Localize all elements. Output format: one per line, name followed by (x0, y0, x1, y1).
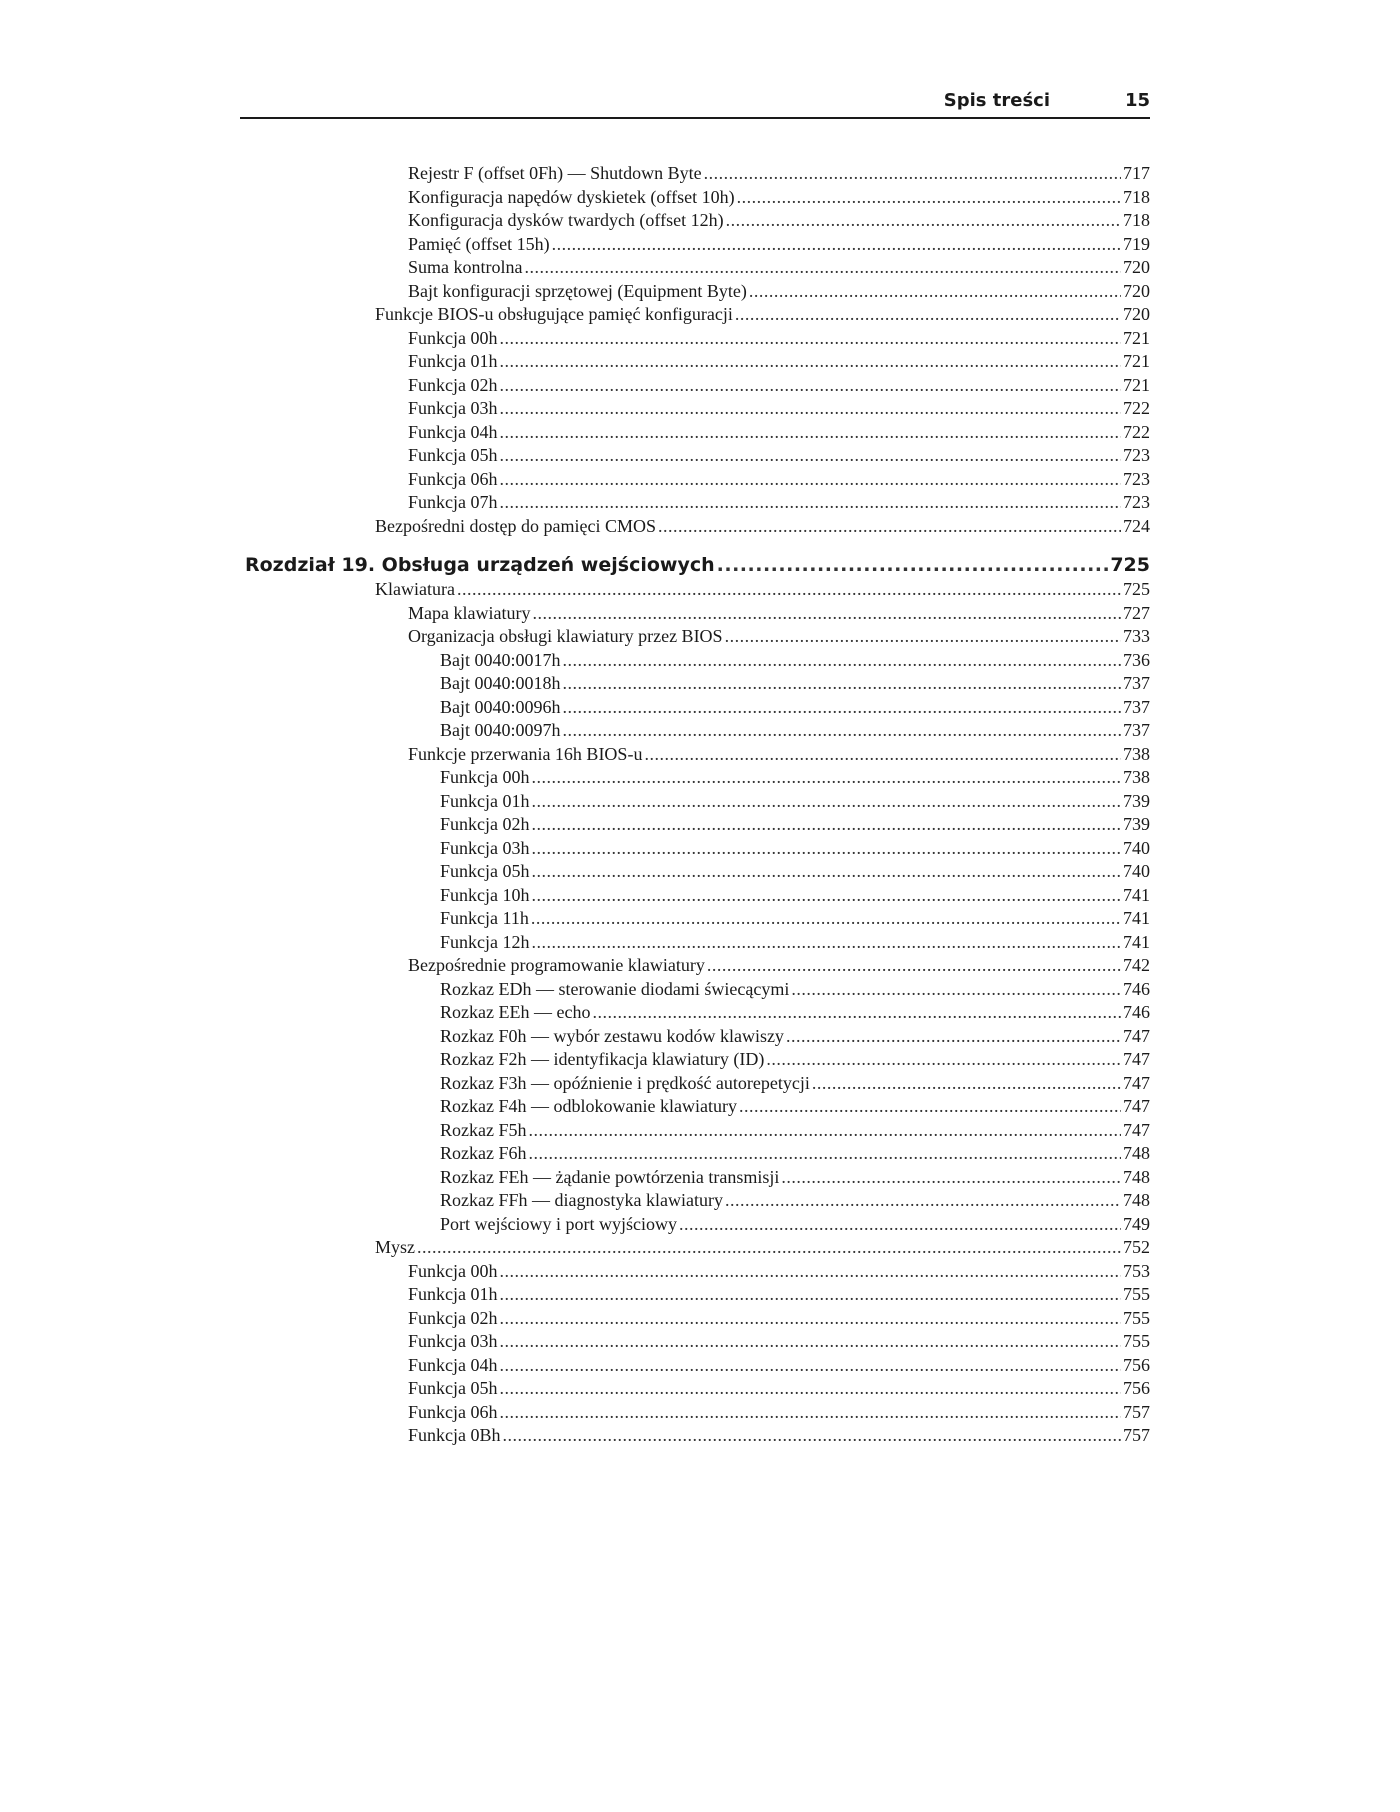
toc-entry-page: 746 (1123, 1002, 1150, 1022)
dot-leader (532, 813, 1122, 837)
toc-entry-title: Funkcja 03h (440, 837, 530, 858)
toc-entry-title: Bezpośrednie programowanie klawiatury (408, 955, 705, 975)
toc-entry-page: 755 (1123, 1307, 1150, 1328)
toc-entry (240, 374, 1150, 398)
dot-leader (500, 1354, 1122, 1378)
dot-leader (528, 1142, 1121, 1166)
toc-entry-title: Rozkaz F4h — odblokowanie klawiatury (440, 1096, 737, 1116)
toc-entry (240, 1025, 1150, 1049)
toc-entry (240, 397, 1150, 421)
toc-entry (240, 209, 1150, 233)
toc-entry-title: Mysz (375, 1237, 415, 1257)
dot-leader (592, 1001, 1121, 1025)
toc-entry-title: Rozkaz F6h (440, 1143, 527, 1163)
toc-entry-title: Funkcja 02h (408, 374, 498, 395)
toc-entry (240, 790, 1150, 814)
toc-entry-page: 747 (1123, 1096, 1150, 1116)
toc-entry (240, 421, 1150, 445)
dot-leader (500, 491, 1122, 515)
toc-entry (240, 1330, 1150, 1354)
dot-leader (749, 280, 1121, 304)
toc-entry-page: 740 (1123, 837, 1150, 858)
dot-leader (500, 444, 1122, 468)
toc-entry (240, 327, 1150, 351)
dot-leader (563, 719, 1122, 743)
dot-leader (725, 625, 1121, 649)
dot-leader (528, 1119, 1121, 1143)
toc-entry (240, 303, 1150, 327)
dot-leader (552, 233, 1121, 257)
toc-entry-title: Funkcja 05h (408, 445, 498, 465)
dot-leader (500, 1283, 1122, 1307)
toc-entry-page: 720 (1123, 257, 1150, 277)
toc-entry-title: Funkcja 11h (440, 908, 529, 928)
dot-leader (500, 421, 1122, 445)
toc-entry-page: 737 (1123, 673, 1150, 693)
toc-entry (240, 256, 1150, 280)
toc-entry-title: Funkcja 00h (408, 1260, 498, 1281)
dot-leader (766, 1048, 1121, 1072)
toc-entry-page: 738 (1123, 743, 1150, 764)
toc-entry-title: Funkcja 00h (440, 767, 530, 787)
toc-entry-title: Funkcja 03h (408, 398, 498, 418)
dot-leader (658, 515, 1121, 539)
toc-entry-page: 749 (1123, 1213, 1150, 1234)
toc-entry (240, 1401, 1150, 1425)
dot-leader (725, 1189, 1121, 1213)
toc-entry (240, 813, 1150, 837)
toc-entry-title: Funkcja 02h (440, 814, 530, 834)
toc-entry-page: 719 (1123, 233, 1150, 254)
dot-leader (532, 602, 1121, 626)
toc-entry (240, 907, 1150, 931)
toc-entry-page: 748 (1123, 1190, 1150, 1210)
toc-entry (240, 233, 1150, 257)
toc-entry-page: 717 (1123, 163, 1150, 183)
dot-leader (644, 743, 1121, 767)
toc-entry-title: Funkcja 04h (408, 421, 498, 442)
toc-entry (240, 1260, 1150, 1284)
toc-entry-title: Rozkaz EEh — echo (440, 1002, 591, 1022)
toc-entry-page: 723 (1123, 492, 1150, 512)
dot-leader (417, 1236, 1121, 1260)
dot-leader (726, 209, 1121, 233)
toc-entry-page: 733 (1123, 626, 1150, 646)
toc-entry-page: 737 (1123, 720, 1150, 740)
toc-entry-title: Suma kontrolna (408, 257, 523, 277)
toc-entry-page: 753 (1123, 1260, 1150, 1281)
toc-entry-title: Rozkaz F5h (440, 1119, 527, 1140)
toc-entry-title: Rozkaz F3h — opóźnienie i prędkość autorepetycji (440, 1072, 810, 1093)
running-header (240, 86, 1150, 116)
dot-leader (563, 672, 1122, 696)
toc-entry-title: Funkcja 06h (408, 1401, 498, 1422)
running-header-title: Spis treści (943, 90, 1050, 111)
dot-leader (457, 578, 1121, 602)
toc-entry (240, 884, 1150, 908)
toc-entry (240, 1424, 1150, 1448)
toc-entry-title: Bajt 0040:0017h (440, 649, 561, 670)
toc-entry-page: 720 (1123, 280, 1150, 301)
toc-entry-page: 747 (1123, 1072, 1150, 1093)
dot-leader (717, 552, 1109, 578)
toc-entry-page: 741 (1123, 931, 1150, 952)
toc-entry-title: Funkcja 03h (408, 1331, 498, 1351)
toc-entry-page: 724 (1123, 515, 1150, 536)
toc-entry-page: 748 (1123, 1143, 1150, 1163)
toc-entry-page: 747 (1123, 1119, 1150, 1140)
toc-entry-page: 739 (1123, 814, 1150, 834)
toc-entry-page: 718 (1123, 210, 1150, 230)
toc-entry-title: Port wejściowy i port wyjściowy (440, 1213, 677, 1234)
toc-entry-page: 756 (1123, 1378, 1150, 1398)
page-number: 15 (1124, 90, 1150, 111)
toc-entry (240, 468, 1150, 492)
dot-leader (737, 186, 1121, 210)
dot-leader (532, 766, 1122, 790)
toc-entry (240, 954, 1150, 978)
dot-leader (791, 978, 1121, 1002)
toc-entry (240, 696, 1150, 720)
toc-entry-page: 718 (1123, 186, 1150, 207)
toc-entry (240, 625, 1150, 649)
dot-leader (704, 162, 1121, 186)
toc-entry-title: Mapa klawiatury (408, 602, 531, 623)
dot-leader (531, 907, 1121, 931)
toc-entry-title: Rejestr F (offset 0Fh) — Shutdown Byte (408, 163, 702, 183)
toc-entry-page: 746 (1123, 978, 1150, 999)
toc-entry-page: 727 (1123, 602, 1150, 623)
toc-entry-title: Rozkaz FEh — żądanie powtórzenia transmisji (440, 1166, 780, 1187)
toc-entry (240, 186, 1150, 210)
toc-entry-page: 755 (1123, 1284, 1150, 1304)
toc-entry-page: 736 (1123, 649, 1150, 670)
toc-entry-page: 739 (1123, 790, 1150, 811)
toc-entry (240, 649, 1150, 673)
dot-leader (500, 1260, 1122, 1284)
toc-entry-title: Rozkaz F2h — identyfikacja klawiatury (ID) (440, 1049, 765, 1069)
toc-entry (240, 444, 1150, 468)
toc-entry-page: 721 (1123, 327, 1150, 348)
toc-entry-page: 757 (1123, 1425, 1150, 1445)
toc-entry (240, 1048, 1150, 1072)
toc-entry-page: 741 (1123, 884, 1150, 905)
toc-entry-title: Funkcja 06h (408, 468, 498, 489)
toc-entry-page: 725 (1123, 579, 1150, 599)
toc-entry-page: 720 (1123, 304, 1150, 324)
toc-entry (240, 1307, 1150, 1331)
toc-entry-page: 723 (1123, 468, 1150, 489)
toc-entry-page: 740 (1123, 861, 1150, 881)
toc-entry (240, 1001, 1150, 1025)
toc-entry-page: 755 (1123, 1331, 1150, 1351)
toc-entry (240, 1354, 1150, 1378)
dot-leader (500, 327, 1122, 351)
toc-entry-page: 748 (1123, 1166, 1150, 1187)
dot-leader (500, 1330, 1122, 1354)
toc-entry (240, 1142, 1150, 1166)
dot-leader (500, 1401, 1122, 1425)
toc-entry-title: Rozkaz EDh — sterowanie diodami świecącymi (440, 978, 790, 999)
dot-leader (500, 468, 1122, 492)
toc-entry (240, 350, 1150, 374)
toc-entry-title: Rozdział 19. Obsługa urządzeń wejściowych (245, 554, 715, 576)
toc-entry (240, 766, 1150, 790)
dot-leader (679, 1213, 1121, 1237)
toc-entry-title: Konfiguracja dysków twardych (offset 12h) (408, 210, 724, 230)
toc-entry-title: Klawiatura (375, 579, 455, 599)
dot-leader (525, 256, 1122, 280)
toc-entry (240, 280, 1150, 304)
dot-leader (500, 397, 1122, 421)
toc-entry (240, 515, 1150, 539)
toc-entry-page: 722 (1123, 421, 1150, 442)
table-of-contents (240, 162, 1150, 1448)
dot-leader (532, 931, 1122, 955)
toc-entry-page: 757 (1123, 1401, 1150, 1422)
toc-entry (240, 1119, 1150, 1143)
toc-entry-page: 752 (1123, 1237, 1150, 1257)
toc-entry-title: Funkcja 04h (408, 1354, 498, 1375)
toc-entry (240, 578, 1150, 602)
toc-entry (240, 491, 1150, 515)
toc-entry-title: Funkcja 05h (440, 861, 530, 881)
dot-leader (500, 350, 1122, 374)
toc-entry-page: 747 (1123, 1049, 1150, 1069)
toc-entry (240, 743, 1150, 767)
dot-leader (500, 374, 1122, 398)
toc-entry-title: Funkcja 02h (408, 1307, 498, 1328)
toc-entry-title: Funkcja 07h (408, 492, 498, 512)
toc-entry-page: 741 (1123, 908, 1150, 928)
toc-entry-title: Bajt 0040:0097h (440, 720, 561, 740)
toc-entry-title: Konfiguracja napędów dyskietek (offset 10h) (408, 186, 735, 207)
toc-entry-title: Funkcja 0Bh (408, 1425, 501, 1445)
toc-entry-title: Rozkaz FFh — diagnostyka klawiatury (440, 1190, 723, 1210)
toc-entry (240, 860, 1150, 884)
toc-entry-title: Funkcja 01h (440, 790, 530, 811)
toc-entry-title: Funkcja 12h (440, 931, 530, 952)
dot-leader (532, 790, 1122, 814)
toc-entry (240, 672, 1150, 696)
toc-entry (240, 1072, 1150, 1096)
toc-entry (240, 1377, 1150, 1401)
toc-entry-page: 722 (1123, 398, 1150, 418)
toc-entry-title: Funkcje BIOS-u obsługujące pamięć konfiguracji (375, 304, 733, 324)
dot-leader (563, 696, 1122, 720)
toc-entry-title: Bajt konfiguracji sprzętowej (Equipment Byte) (408, 280, 747, 301)
toc-entry-title: Bajt 0040:0018h (440, 673, 561, 693)
dot-leader (563, 649, 1122, 673)
toc-entry-page: 738 (1123, 767, 1150, 787)
header-rule (240, 117, 1150, 119)
toc-entry-page: 723 (1123, 445, 1150, 465)
dot-leader (500, 1307, 1122, 1331)
dot-leader (739, 1095, 1121, 1119)
dot-leader (532, 884, 1122, 908)
toc-entry (240, 602, 1150, 626)
toc-entry (240, 1283, 1150, 1307)
dot-leader (735, 303, 1121, 327)
toc-entry-page: 747 (1123, 1025, 1150, 1046)
toc-entry (240, 1213, 1150, 1237)
toc-entry (240, 837, 1150, 861)
toc-entry-title: Rozkaz F0h — wybór zestawu kodów klawiszy (440, 1025, 784, 1046)
dot-leader (503, 1424, 1122, 1448)
toc-entry-title: Bajt 0040:0096h (440, 696, 561, 717)
dot-leader (532, 860, 1122, 884)
toc-entry-title: Funkcja 01h (408, 1284, 498, 1304)
toc-entry-title: Funkcja 05h (408, 1378, 498, 1398)
dot-leader (781, 1166, 1121, 1190)
toc-entry-title: Funkcja 00h (408, 327, 498, 348)
toc-entry (240, 978, 1150, 1002)
dot-leader (707, 954, 1121, 978)
dot-leader (786, 1025, 1121, 1049)
toc-entry (240, 719, 1150, 743)
toc-entry-title: Funkcja 10h (440, 884, 530, 905)
toc-entry (240, 1189, 1150, 1213)
toc-entry-title: Funkcje przerwania 16h BIOS-u (408, 743, 643, 764)
toc-entry (240, 1166, 1150, 1190)
toc-entry-page: 756 (1123, 1354, 1150, 1375)
toc-entry (240, 1236, 1150, 1260)
toc-entry-title: Organizacja obsługi klawiatury przez BIOS (408, 626, 723, 646)
dot-leader (500, 1377, 1122, 1401)
toc-entry-title: Bezpośredni dostęp do pamięci CMOS (375, 515, 656, 536)
toc-entry-page: 742 (1123, 955, 1150, 975)
toc-entry-title: Funkcja 01h (408, 351, 498, 371)
toc-entry (240, 1095, 1150, 1119)
toc-entry-title: Pamięć (offset 15h) (408, 233, 550, 254)
toc-entry (240, 931, 1150, 955)
toc-entry-page: 721 (1123, 351, 1150, 371)
dot-leader (812, 1072, 1121, 1096)
toc-entry-page: 725 (1110, 554, 1150, 576)
dot-leader (532, 837, 1122, 861)
toc-entry-page: 737 (1123, 696, 1150, 717)
toc-chapter-entry (240, 552, 1150, 578)
toc-entry (240, 162, 1150, 186)
toc-entry-page: 721 (1123, 374, 1150, 395)
